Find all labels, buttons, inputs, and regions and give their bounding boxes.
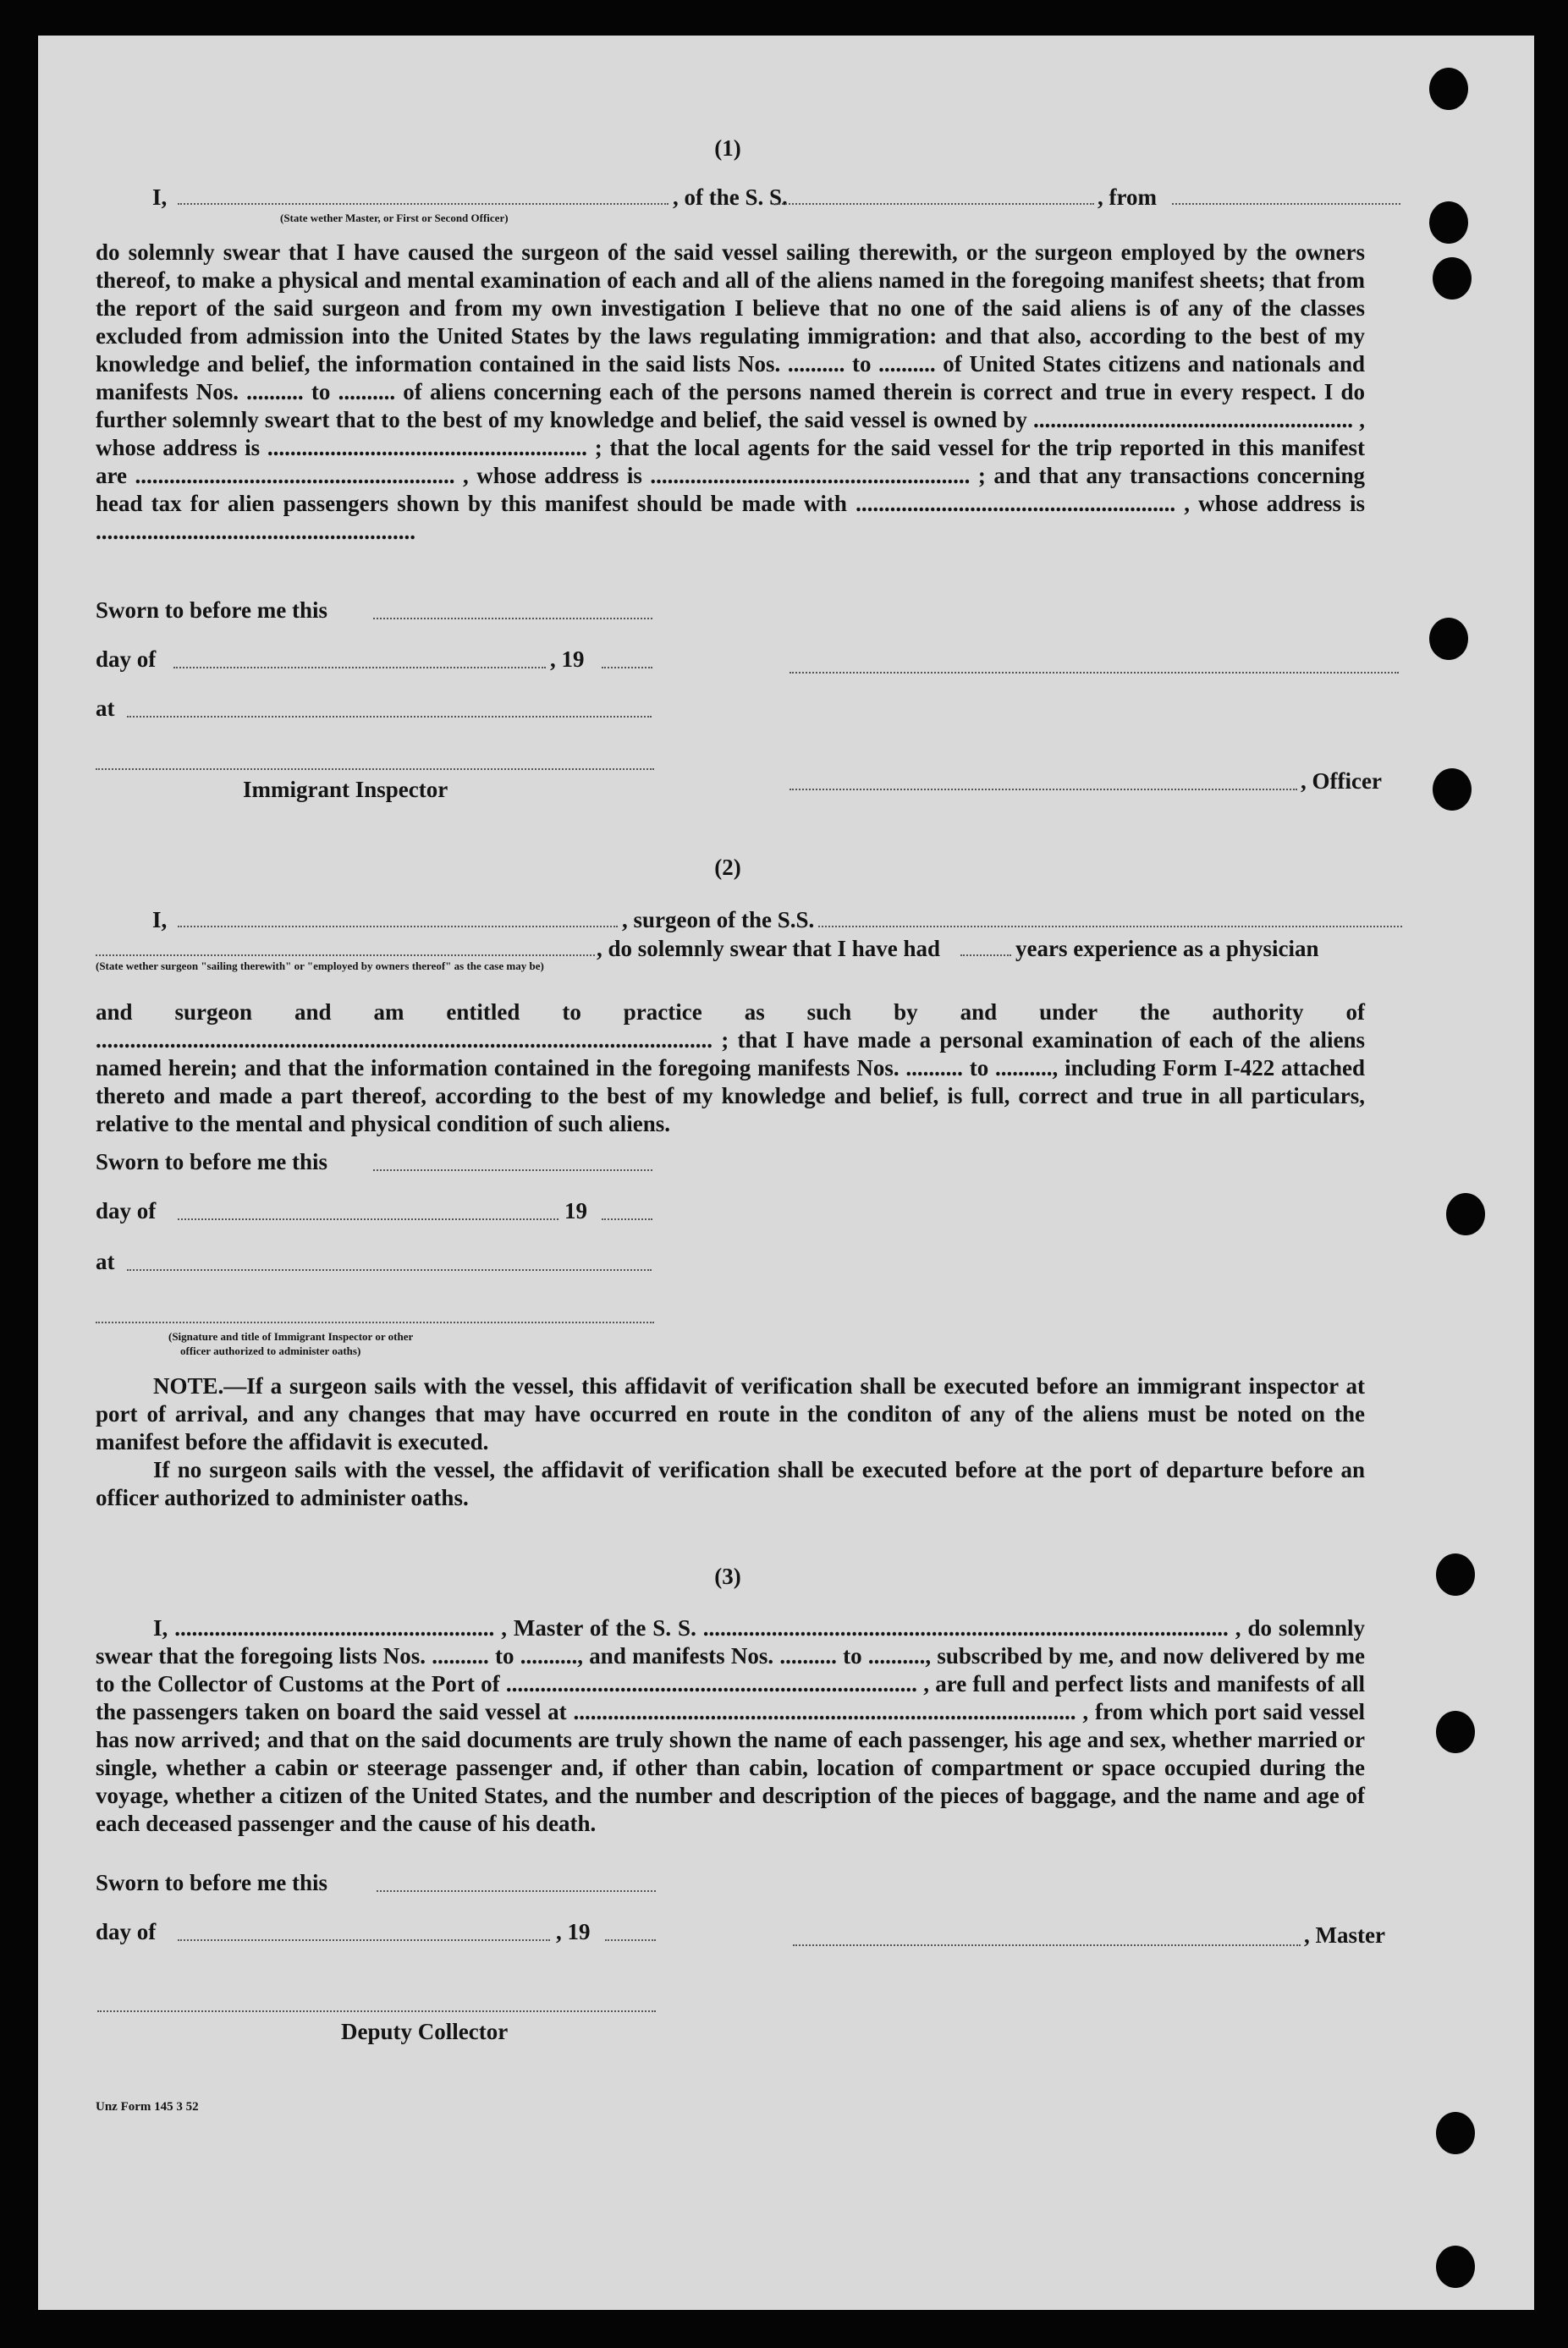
s2-sworn-date-field[interactable] <box>373 1169 652 1171</box>
s2-surgeon-hint: (State wether surgeon "sailing therewith" or "employed by owners thereof" as the case may be) <box>96 960 544 972</box>
punch-hole <box>1433 768 1472 811</box>
s3-month-field[interactable] <box>178 1939 550 1941</box>
s2-swear-label: , do solemnly swear that I have had <box>597 936 941 961</box>
note-paragraph-2: If no surgeon sails with the vessel, the affidavit of verification shall be executed before at the port of departure before an officer authorized to administer oaths. <box>96 1457 1365 1510</box>
form-identifier: Unz Form 145 3 52 <box>96 2100 199 2114</box>
punch-hole <box>1436 1711 1475 1753</box>
s1-officer-name-field[interactable] <box>178 203 668 205</box>
s2-ship-name-field[interactable] <box>818 926 1402 927</box>
s2-surgeon-status-field[interactable] <box>96 954 595 956</box>
s3-sworn-label: Sworn to before me this <box>96 1870 327 1895</box>
section-3-number: (3) <box>714 1564 741 1589</box>
s1-sworn-date-field[interactable] <box>373 618 652 619</box>
s2-oath-body: and surgeon and am entitled to practice as such by and under the authority of ............................................................................................................ ; that I have made a personal examination of each of the aliens named herein; and that the information contained in the foregoing manifests Nos. .......... to .........., including Form I-422 attached thereto and made a part thereof, according to the best of my knowledge and belief, is full, correct and true in all particulars, relative to the mental and physical condition of such aliens. <box>96 999 1365 1136</box>
s3-master-title: , Master <box>1304 1922 1385 1948</box>
s3-day-of-label: day of <box>96 1919 157 1944</box>
punch-hole <box>1436 1553 1475 1596</box>
s1-month-field[interactable] <box>173 667 546 668</box>
s3-year-label: , 19 <box>556 1919 591 1944</box>
s2-inspector-signature-field[interactable] <box>96 1322 654 1323</box>
s2-surgeon-label: , surgeon of the S.S. <box>622 907 815 932</box>
s1-at-label: at <box>96 696 115 721</box>
punch-hole <box>1436 2246 1475 2288</box>
s1-at-place-field[interactable] <box>127 716 652 718</box>
s3-master-signature-field[interactable] <box>793 1944 1301 1946</box>
s1-inspector-title: Immigrant Inspector <box>243 777 448 802</box>
s1-day-of-label: day of <box>96 646 157 672</box>
s3-deputy-title: Deputy Collector <box>341 2019 509 2044</box>
s1-officer-title: , Officer <box>1301 768 1382 794</box>
s1-inspector-signature-field[interactable] <box>96 768 654 770</box>
s2-years-field[interactable] <box>960 954 1011 956</box>
s1-from-label: , from <box>1098 184 1157 210</box>
s2-signature-hint-1: (Signature and title of Immigrant Inspector or other <box>168 1330 414 1343</box>
manifest-affidavit-page <box>38 36 1534 2310</box>
s1-from-port-field[interactable] <box>1172 203 1400 205</box>
s2-day-of-label: day of <box>96 1198 157 1223</box>
punch-hole <box>1433 257 1472 300</box>
note-paragraph-1: NOTE.—If a surgeon sails with the vessel, this affidavit of verification shall be executed before an immigrant inspector at port of arrival, and any changes that may have occurred en route in the conditon of any of the aliens must be noted on the manifest before the affidavit is executed. <box>96 1373 1365 1454</box>
s2-surgeon-name-field[interactable] <box>178 926 618 927</box>
s1-pronoun: I, <box>152 184 168 210</box>
s1-year-field[interactable] <box>602 667 652 668</box>
s1-ship-label: , of the S. S. <box>673 184 788 210</box>
punch-hole <box>1429 618 1468 660</box>
s3-year-field[interactable] <box>605 1939 656 1941</box>
s2-signature-hint-2: officer authorized to administer oaths) <box>180 1344 361 1357</box>
s3-collector-signature-field[interactable] <box>97 2010 656 2012</box>
punch-hole <box>1436 2112 1475 2154</box>
section-1-number: (1) <box>714 135 741 161</box>
punch-hole <box>1446 1193 1485 1235</box>
s1-year-label: , 19 <box>550 646 585 672</box>
section-2-number: (2) <box>714 855 741 880</box>
s2-month-field[interactable] <box>178 1218 558 1220</box>
s1-ship-name-field[interactable] <box>773 203 1094 205</box>
s1-officer-hint: (State wether Master, or First or Second Officer) <box>280 212 509 224</box>
punch-hole <box>1429 201 1468 244</box>
s1-master-signature-field[interactable] <box>790 789 1297 790</box>
s2-year-field[interactable] <box>602 1218 652 1220</box>
s1-officer-signature-field[interactable] <box>790 672 1399 674</box>
s1-oath-body: do solemnly swear that I have caused the surgeon of the said vessel sailing therewith, or the surgeon employed by the owners thereof, to make a physical and mental examination of each and all of the aliens named in the foregoing manifest sheets; that from the report of the said surgeon and from my own investigation I believe that no one of the said aliens is of any of the classes excluded from admission into the United States by the laws regulating immigration: and that also, according to the best of my knowledge and belief, the information contained in the said lists Nos. .......... to .......... of United States citizens and nationals and manifests Nos. .......... to .......... of aliens concerning each of the persons named therein is correct and true in every respect. I do further solemnly sweart that to the best of my knowledge and belief, the said vessel is owned by ........................................................ , whose address is ........................................................ ; that the local agents for the said vessel for the trip reported in this manifest are ........................................................ , whose address is ........................................................ ; and that any transactions concerning head tax for alien passengers shown by this manifest should be made with ........................................................ , whose address is ........................................................ <box>96 239 1365 544</box>
s2-pronoun: I, <box>152 907 168 932</box>
s3-sworn-date-field[interactable] <box>377 1890 656 1892</box>
s2-experience-label: years experience as a physician <box>1015 936 1319 961</box>
s2-sworn-label: Sworn to before me this <box>96 1149 327 1174</box>
s2-year-label: 19 <box>564 1198 587 1223</box>
s2-at-label: at <box>96 1249 115 1274</box>
s3-oath-body: I, ........................................................ , Master of the S. S. ............................................................................................ , do solemnly swear that the foregoing lists Nos. .......... to .........., and manifests Nos. .......... to .........., subscribed by me, and now delivered by me to the Collector of Customs at the Port of ........................................................................ , are full and perfect lists and manifests of all the passengers taken on board the said vessel at ........................................................................................ , from which port said vessel has now arrived; and that on the said documents are truly shown the name of each passenger, his age and sex, whether married or single, whether a cabin or steerage passenger and, if other than cabin, location of compartment or space occupied during the voyage, whether a citizen of the United States, and the number and description of the pieces of baggage, and the name and age of each deceased passenger and the cause of his death. <box>96 1615 1365 1836</box>
s1-sworn-label: Sworn to before me this <box>96 597 327 623</box>
punch-hole <box>1429 68 1468 110</box>
s2-at-place-field[interactable] <box>127 1269 652 1271</box>
